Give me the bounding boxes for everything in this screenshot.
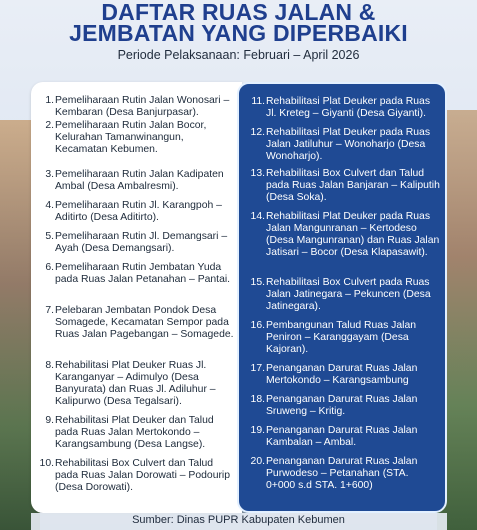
item-text: Pemeliharaan Rutin Jalan Wonosari – Kembaran (Desa Banjurpasar). (55, 95, 230, 118)
item-text: Pemeliharaan Rutin Jalan Bocor, Kelurahan Tamanwinangun, Kecamatan Kebumen. (55, 120, 207, 155)
list-item (250, 127, 440, 168)
right-list-panel (237, 82, 447, 513)
item-text: Penanganan Darurat Ruas Jalan Purwodeso – Petanahan (STA. 0+000 s.d STA. 1+600) (266, 456, 418, 491)
road-list-right (250, 96, 440, 494)
list-item (250, 320, 440, 363)
item-text: Pemeliharaan Rutin Jl. Karangpoh – Aditirto (Desa Aditirto). (55, 200, 222, 223)
list-item (39, 305, 235, 360)
item-number: 13. (250, 168, 265, 179)
item-text: Penanganan Darurat Ruas Jalan Mertokondo – Karangsambung (266, 363, 418, 386)
item-number: 7. (45, 305, 54, 316)
list-item (250, 96, 440, 127)
item-number: 15. (250, 277, 265, 288)
item-text: Rehabilitasi Plat Deuker dan Talud pada Ruas Jalan Mertokondo – Karangsambung (Desa Langse). (55, 415, 214, 450)
item-number: 18. (250, 394, 265, 405)
list-item (39, 169, 235, 200)
item-text: Penanganan Darurat Ruas Jalan Kambalan – Ambal. (266, 425, 418, 448)
item-number: 14. (250, 211, 265, 222)
item-number: 11. (251, 96, 265, 107)
item-number: 6. (45, 262, 54, 273)
item-text: Rehabilitasi Plat Deuker pada Ruas Jalan Jatiluhur – Wonoharjo (Desa Wonoharjo). (266, 127, 431, 162)
list-item (250, 277, 440, 320)
item-number: 4. (45, 200, 54, 211)
item-text: Rehabilitasi Plat Deuker pada Ruas Jalan Mangunranan – Kertodeso (Desa Mangunranan) dan Ruas Jalan Jatisari – Bocor (Desa Klapasawit). (266, 211, 440, 258)
item-number: 10. (39, 458, 54, 469)
list-item (250, 363, 440, 394)
item-text: Pelebaran Jembatan Pondok Desa Somagede, Kecamatan Sempor pada Ruas Jalan Pagebangan – Somagede. (55, 305, 234, 340)
left-list-panel (31, 82, 242, 513)
title-line-1: DAFTAR RUAS JALAN & (101, 0, 376, 25)
list-item (39, 95, 235, 120)
item-text: Pemeliharaan Rutin Jalan Kadipaten Ambal (Desa Ambalresmi). (55, 169, 224, 192)
item-text: Rehabilitasi Box Culvert pada Ruas Jalan Jatinegara – Pekuncen (Desa Jatinegara). (266, 277, 431, 312)
item-number: 8. (45, 360, 54, 371)
item-text: Penanganan Darurat Ruas Jalan Sruweng – Kritig. (266, 394, 418, 417)
list-item (39, 415, 235, 458)
list-item (250, 456, 440, 494)
list-item (39, 231, 235, 262)
item-number: 9. (45, 415, 54, 426)
item-number: 5. (45, 231, 54, 242)
source-footer: Sumber: Dinas PUPR Kabupaten Kebumen (132, 514, 345, 526)
item-text: Rehabilitasi Box Culvert dan Talud pada Ruas Jalan Dorowati – Podourip (Desa Dorowati). (55, 458, 231, 493)
title-line-2: JEMBATAN YANG DIPERBAIKI (69, 20, 408, 46)
item-number: 20. (250, 456, 265, 467)
item-text: Rehabilitasi Box Culvert dan Talud pada Ruas Jalan Banjaran – Kaliputih (Desa Soka). (266, 168, 440, 203)
list-item (39, 200, 235, 231)
item-number: 2. (45, 120, 54, 131)
list-item (39, 120, 235, 169)
item-text: Rehabilitasi Plat Deuker Ruas Jl. Karanganyar – Adimulyo (Desa Banyurata) dan Ruas Jl. Adiluhur – Kalipurwo (Desa Tegalsari). (55, 360, 216, 407)
list-item (39, 458, 235, 498)
page-title (0, 0, 477, 44)
list-item (250, 211, 440, 277)
list-item (250, 425, 440, 456)
list-item (39, 262, 235, 305)
item-text: Pemeliharaan Rutin Jembatan Yuda pada Ruas Jalan Petanahan – Pantai. (55, 262, 231, 285)
item-text: Pemeliharaan Rutin Jl. Demangsari – Ayah (Desa Demangsari). (55, 231, 228, 254)
item-number: 16. (250, 320, 265, 331)
list-item (250, 168, 440, 211)
item-number: 3. (45, 169, 54, 180)
period-text: Periode Pelaksanaan: Februari – April 2026 (117, 48, 360, 62)
item-text: Rehabilitasi Plat Deuker pada Ruas Jl. Kreteg – Giyanti (Desa Giyanti). (266, 96, 431, 119)
item-number: 17. (250, 363, 265, 374)
list-item (39, 360, 235, 415)
list-item (250, 394, 440, 425)
item-text: Pembangunan Talud Ruas Jalan Peniron – Karanggayam (Desa Kajoran). (266, 320, 417, 355)
road-list-left (39, 95, 235, 498)
item-number: 1. (45, 95, 54, 106)
item-number: 19. (250, 425, 265, 436)
header (0, 0, 477, 62)
item-number: 12. (250, 127, 265, 138)
